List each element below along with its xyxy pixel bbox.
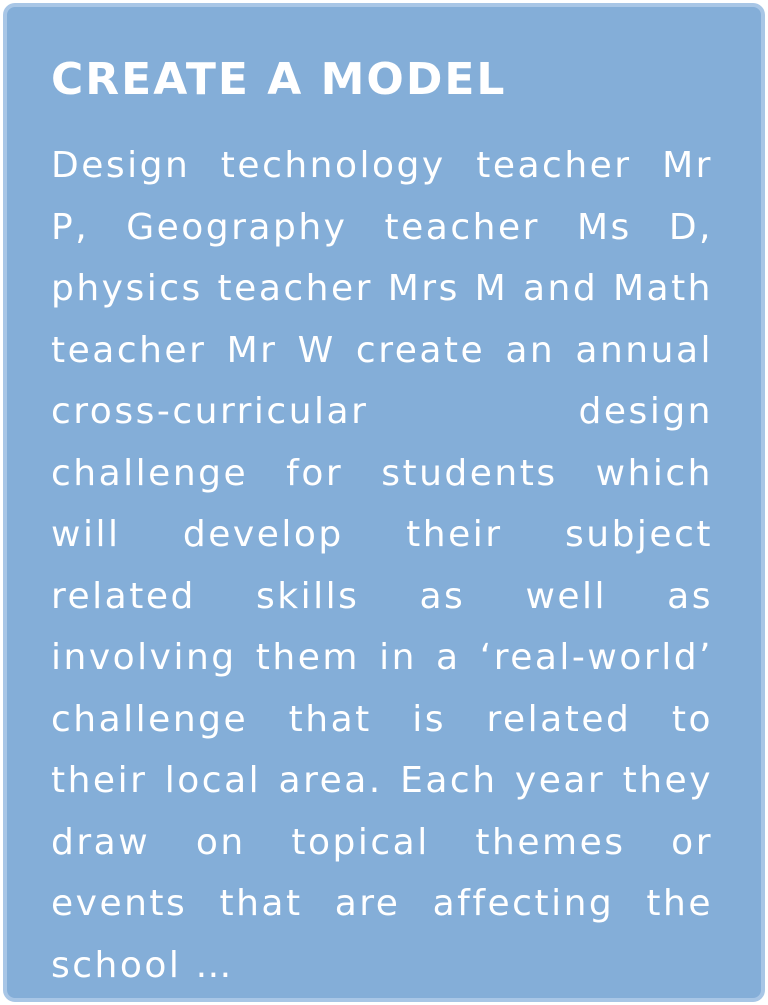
- card-title: CREATE A MODEL: [51, 54, 507, 105]
- info-card: [3, 3, 765, 1002]
- card-body: Design technology teacher Mr P, Geography teacher Ms D, physics teacher Mrs M and Math teacher Mr W create an annual cross-curricular design challenge for students which will develop their subject related skills as well as involving them in a ‘real-world’ challenge that is related to their local area. Each year they draw on topical themes or events that are affecting the school …: [51, 145, 713, 986]
